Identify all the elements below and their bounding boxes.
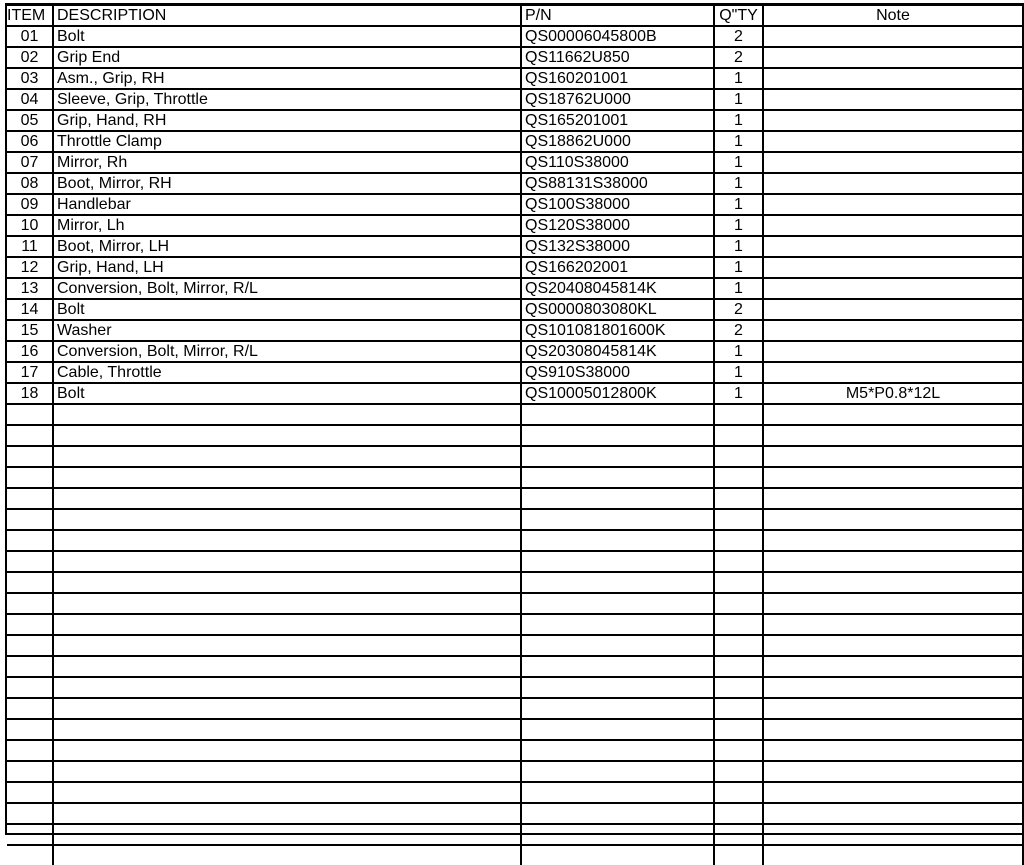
qty-cell: 1 (714, 173, 763, 194)
description-cell (53, 803, 521, 824)
qty-cell: 1 (714, 152, 763, 173)
pn-cell (521, 488, 714, 509)
description-cell: Conversion, Bolt, Mirror, R/L (53, 278, 521, 299)
qty-cell: 1 (714, 362, 763, 383)
empty-row (7, 404, 1023, 425)
description-cell (53, 551, 521, 572)
item-cell (7, 740, 53, 761)
item-cell (7, 530, 53, 551)
empty-row (7, 845, 1023, 865)
qty-cell: 1 (714, 236, 763, 257)
pn-cell (521, 740, 714, 761)
empty-row (7, 761, 1023, 782)
qty-cell: 1 (714, 257, 763, 278)
item-cell: 04 (7, 89, 53, 110)
item-cell (7, 404, 53, 425)
description-cell: Bolt (53, 26, 521, 47)
item-cell (7, 635, 53, 656)
pn-cell (521, 404, 714, 425)
note-cell (763, 68, 1023, 89)
pn-cell: QS10005012800K (521, 383, 714, 404)
qty-cell (714, 845, 763, 865)
item-cell (7, 845, 53, 865)
note-cell (763, 698, 1023, 719)
empty-row (7, 551, 1023, 572)
table-row (7, 236, 1023, 257)
item-cell (7, 656, 53, 677)
description-cell: Conversion, Bolt, Mirror, R/L (53, 341, 521, 362)
note-cell (763, 194, 1023, 215)
description-cell: Mirror, Rh (53, 152, 521, 173)
qty-cell (714, 782, 763, 803)
empty-row (7, 824, 1023, 845)
item-cell (7, 698, 53, 719)
item-cell (7, 467, 53, 488)
qty-cell: 1 (714, 383, 763, 404)
empty-row (7, 677, 1023, 698)
note-cell (763, 152, 1023, 173)
pn-cell: QS11662U850 (521, 47, 714, 68)
table-row (7, 47, 1023, 68)
empty-row (7, 467, 1023, 488)
note-cell (763, 635, 1023, 656)
qty-cell (714, 488, 763, 509)
qty-cell (714, 698, 763, 719)
empty-row (7, 593, 1023, 614)
note-cell (763, 47, 1023, 68)
pn-cell (521, 551, 714, 572)
item-cell: 01 (7, 26, 53, 47)
description-cell: Asm., Grip, RH (53, 68, 521, 89)
description-cell (53, 488, 521, 509)
note-cell (763, 236, 1023, 257)
note-cell (763, 89, 1023, 110)
qty-cell (714, 551, 763, 572)
pn-cell: QS0000803080KL (521, 299, 714, 320)
item-cell (7, 761, 53, 782)
table-row (7, 383, 1023, 404)
item-cell (7, 593, 53, 614)
pn-cell (521, 656, 714, 677)
description-cell (53, 698, 521, 719)
qty-cell (714, 719, 763, 740)
description-cell: Mirror, Lh (53, 215, 521, 236)
item-cell: 07 (7, 152, 53, 173)
parts-table (7, 6, 1024, 865)
item-cell: 02 (7, 47, 53, 68)
item-cell: 05 (7, 110, 53, 131)
note-cell (763, 404, 1023, 425)
pn-cell: QS20308045814K (521, 341, 714, 362)
note-cell: M5*P0.8*12L (763, 383, 1023, 404)
qty-cell: 1 (714, 215, 763, 236)
qty-cell: 2 (714, 299, 763, 320)
table-row (7, 362, 1023, 383)
empty-row (7, 509, 1023, 530)
item-cell (7, 719, 53, 740)
note-cell (763, 446, 1023, 467)
note-cell (763, 572, 1023, 593)
pn-cell: QS910S38000 (521, 362, 714, 383)
qty-cell (714, 677, 763, 698)
item-cell: 08 (7, 173, 53, 194)
note-cell (763, 341, 1023, 362)
qty-cell: 1 (714, 89, 763, 110)
item-cell (7, 824, 53, 845)
description-cell: Washer (53, 320, 521, 341)
item-cell (7, 446, 53, 467)
item-cell (7, 551, 53, 572)
description-cell: Bolt (53, 383, 521, 404)
item-cell: 10 (7, 215, 53, 236)
qty-cell (714, 572, 763, 593)
description-cell: Boot, Mirror, RH (53, 173, 521, 194)
qty-cell (714, 425, 763, 446)
item-cell (7, 488, 53, 509)
description-cell (53, 404, 521, 425)
description-cell (53, 740, 521, 761)
empty-row (7, 446, 1023, 467)
description-cell: Grip, Hand, RH (53, 110, 521, 131)
qty-cell (714, 614, 763, 635)
item-cell (7, 782, 53, 803)
empty-row (7, 719, 1023, 740)
item-cell: 06 (7, 131, 53, 152)
note-cell (763, 740, 1023, 761)
item-cell: 11 (7, 236, 53, 257)
note-cell (763, 593, 1023, 614)
pn-cell (521, 782, 714, 803)
table-row (7, 257, 1023, 278)
description-cell (53, 446, 521, 467)
qty-cell: 1 (714, 194, 763, 215)
pn-cell: QS101081801600K (521, 320, 714, 341)
pn-cell (521, 719, 714, 740)
description-cell (53, 467, 521, 488)
pn-cell: QS18762U000 (521, 89, 714, 110)
description-cell (53, 425, 521, 446)
qty-cell: 2 (714, 47, 763, 68)
pn-cell (521, 572, 714, 593)
description-cell (53, 572, 521, 593)
item-cell: 14 (7, 299, 53, 320)
description-cell: Grip, Hand, LH (53, 257, 521, 278)
item-cell (7, 614, 53, 635)
qty-cell (714, 509, 763, 530)
pn-cell (521, 677, 714, 698)
description-cell (53, 509, 521, 530)
description-cell (53, 635, 521, 656)
pn-cell (521, 425, 714, 446)
empty-row (7, 614, 1023, 635)
item-cell: 09 (7, 194, 53, 215)
note-cell (763, 299, 1023, 320)
pn-cell (521, 509, 714, 530)
header-description: DESCRIPTION (53, 6, 521, 26)
item-cell: 18 (7, 383, 53, 404)
description-cell (53, 656, 521, 677)
item-cell (7, 803, 53, 824)
item-cell (7, 572, 53, 593)
note-cell (763, 824, 1023, 845)
description-cell (53, 614, 521, 635)
note-cell (763, 509, 1023, 530)
empty-row (7, 656, 1023, 677)
table-row (7, 89, 1023, 110)
pn-cell (521, 635, 714, 656)
note-cell (763, 131, 1023, 152)
table-row (7, 299, 1023, 320)
header-row (7, 6, 1023, 26)
note-cell (763, 656, 1023, 677)
pn-cell (521, 803, 714, 824)
description-cell: Sleeve, Grip, Throttle (53, 89, 521, 110)
qty-cell (714, 404, 763, 425)
description-cell: Boot, Mirror, LH (53, 236, 521, 257)
note-cell (763, 530, 1023, 551)
qty-cell (714, 593, 763, 614)
qty-cell (714, 761, 763, 782)
pn-cell: QS88131S38000 (521, 173, 714, 194)
table-row (7, 194, 1023, 215)
note-cell (763, 803, 1023, 824)
empty-row (7, 740, 1023, 761)
qty-cell: 2 (714, 320, 763, 341)
header-item: ITEM (7, 6, 53, 26)
pn-cell (521, 761, 714, 782)
empty-row (7, 488, 1023, 509)
table-row (7, 173, 1023, 194)
table-row (7, 26, 1023, 47)
qty-cell: 1 (714, 131, 763, 152)
description-cell (53, 782, 521, 803)
note-cell (763, 173, 1023, 194)
pn-cell: QS120S38000 (521, 215, 714, 236)
qty-cell (714, 656, 763, 677)
note-cell (763, 551, 1023, 572)
note-cell (763, 26, 1023, 47)
description-cell (53, 593, 521, 614)
pn-cell (521, 446, 714, 467)
pn-cell: QS166202001 (521, 257, 714, 278)
description-cell (53, 824, 521, 845)
parts-body (7, 26, 1023, 865)
header-qty: Q"TY (714, 6, 763, 26)
description-cell (53, 761, 521, 782)
table-row (7, 68, 1023, 89)
description-cell (53, 719, 521, 740)
qty-cell (714, 446, 763, 467)
pn-cell (521, 593, 714, 614)
item-cell: 12 (7, 257, 53, 278)
pn-cell: QS18862U000 (521, 131, 714, 152)
note-cell (763, 320, 1023, 341)
note-cell (763, 362, 1023, 383)
table-row (7, 152, 1023, 173)
description-cell (53, 530, 521, 551)
table-row (7, 215, 1023, 236)
note-cell (763, 257, 1023, 278)
description-cell: Bolt (53, 299, 521, 320)
pn-cell (521, 845, 714, 865)
pn-cell: QS100S38000 (521, 194, 714, 215)
empty-row (7, 530, 1023, 551)
qty-cell (714, 467, 763, 488)
item-cell (7, 677, 53, 698)
pn-cell: QS00006045800B (521, 26, 714, 47)
qty-cell (714, 803, 763, 824)
note-cell (763, 782, 1023, 803)
qty-cell: 1 (714, 341, 763, 362)
item-cell: 15 (7, 320, 53, 341)
description-cell: Throttle Clamp (53, 131, 521, 152)
table-row (7, 110, 1023, 131)
item-cell (7, 425, 53, 446)
empty-row (7, 803, 1023, 824)
qty-cell: 1 (714, 68, 763, 89)
qty-cell (714, 635, 763, 656)
pn-cell (521, 698, 714, 719)
table-row (7, 320, 1023, 341)
table-row (7, 131, 1023, 152)
empty-row (7, 572, 1023, 593)
empty-row (7, 782, 1023, 803)
pn-cell: QS165201001 (521, 110, 714, 131)
note-cell (763, 467, 1023, 488)
qty-cell (714, 740, 763, 761)
description-cell: Grip End (53, 47, 521, 68)
description-cell (53, 677, 521, 698)
qty-cell (714, 824, 763, 845)
qty-cell: 2 (714, 26, 763, 47)
pn-cell (521, 614, 714, 635)
pn-cell (521, 824, 714, 845)
pn-cell: QS132S38000 (521, 236, 714, 257)
pn-cell: QS160201001 (521, 68, 714, 89)
note-cell (763, 488, 1023, 509)
note-cell (763, 278, 1023, 299)
pn-cell: QS20408045814K (521, 278, 714, 299)
note-cell (763, 845, 1023, 865)
empty-row (7, 635, 1023, 656)
item-cell: 13 (7, 278, 53, 299)
header-pn: P/N (521, 6, 714, 26)
item-cell: 17 (7, 362, 53, 383)
note-cell (763, 425, 1023, 446)
note-cell (763, 614, 1023, 635)
note-cell (763, 215, 1023, 236)
qty-cell: 1 (714, 110, 763, 131)
description-cell: Cable, Throttle (53, 362, 521, 383)
note-cell (763, 761, 1023, 782)
empty-row (7, 698, 1023, 719)
note-cell (763, 110, 1023, 131)
item-cell: 03 (7, 68, 53, 89)
table-row (7, 278, 1023, 299)
parts-sheet (5, 3, 1024, 835)
pn-cell: QS110S38000 (521, 152, 714, 173)
header-note: Note (763, 6, 1023, 26)
item-cell (7, 509, 53, 530)
note-cell (763, 719, 1023, 740)
qty-cell (714, 530, 763, 551)
note-cell (763, 677, 1023, 698)
item-cell: 16 (7, 341, 53, 362)
table-row (7, 341, 1023, 362)
qty-cell: 1 (714, 278, 763, 299)
pn-cell (521, 530, 714, 551)
description-cell (53, 845, 521, 865)
empty-row (7, 425, 1023, 446)
pn-cell (521, 467, 714, 488)
description-cell: Handlebar (53, 194, 521, 215)
